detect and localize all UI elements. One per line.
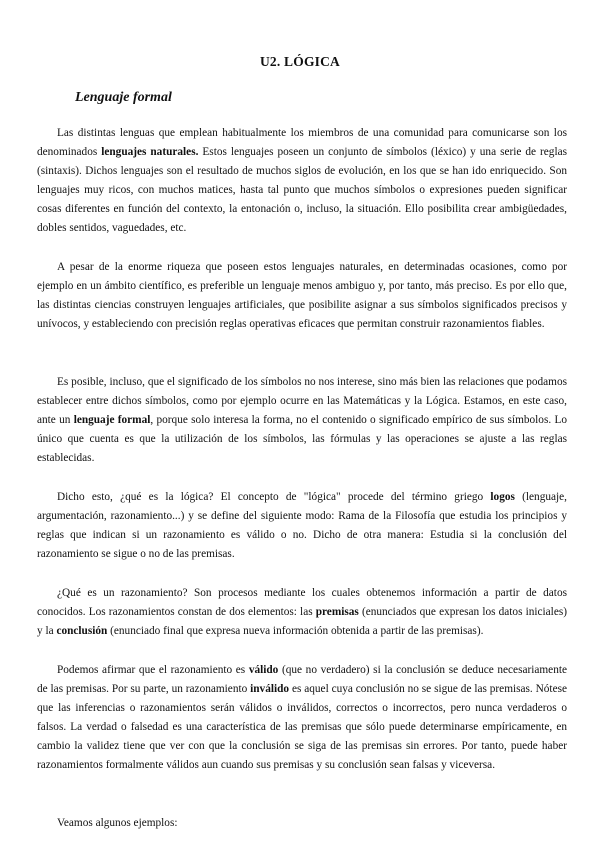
- bold-term-premisas: premisas: [315, 606, 359, 618]
- paragraph-validez: [37, 661, 567, 775]
- text-run: (enunciado final que expresa nueva información obtenida a partir de las premisas).: [107, 625, 484, 637]
- text-run: Podemos afirmar que el razonamiento es: [57, 664, 249, 676]
- page-title: U2. LÓGICA: [259, 54, 340, 69]
- text-run: , porque solo interesa la forma, no el contenido o significado empírico de sus símbolos. Lo único que cuenta es que la utilización de los símbolos, las fórmulas y las operaciones se ajuste a las reglas establecidas.: [37, 414, 567, 464]
- bold-term-valido: válido: [248, 664, 279, 676]
- text-run: A pesar de la enorme riqueza que poseen estos lenguajes naturales, en determinadas ocasiones, como por ejemplo en un ámbito científico, es preferible un lenguaje menos ambiguo y, por tanto, más preciso. Es por ello que, las distintas ciencias construyen lenguajes artificiales, que posibilite asignar a sus símbolos significados precisos y unívocos, y estableciendo con precisión reglas operativas eficaces que permitan construir razonamientos fiables.: [37, 261, 567, 330]
- paragraph-lenguaje-formal: [37, 373, 567, 468]
- text-run: (lenguaje, argumentación, razonamiento...) y se define del siguiente modo: Rama de la Filosofía que estudia los principios y reglas que indican si un razonamiento es válido o no. Dicho de otra manera: Estudia si la conclusión del razonamiento se sigue o no de las premisas.: [37, 491, 567, 560]
- bold-term-lenguaje-formal: lenguaje formal: [73, 414, 151, 426]
- text-run: Es posible, incluso, que el significado de los símbolos no nos interese, sino más bien las relaciones que podamos establecer entre dichos símbolos, como por ejemplo ocurre en las Matemáticas y la Lógica. Estamos, en este caso, ante un: [37, 376, 567, 426]
- paragraph-ejemplos: [37, 814, 567, 833]
- section-heading: Lenguaje formal: [75, 90, 172, 105]
- text-run: (que no verdadero) si la conclusión se deduce necesariamente de las premisas. Por su parte, un razonamiento: [37, 664, 567, 695]
- text-run: es aquel cuya conclusión no se sigue de las premisas. Nótese que las inferencias o razonamientos serán válidos o inválidos, correctos o incorrectos, pero nunca verdaderos o falsos. La verdad o falsedad es una característica de las premisas que sólo puede determinarse empíricamente, en cambio la validez tiene que ver con que la conclusión se siga de las premisas sin errores. Por tanto, puede haber razonamientos formalmente válidos aun cuando sus premisas y su conclusión sean falsas y viceversa.: [37, 683, 568, 771]
- text-run: Estos lenguajes poseen un conjunto de símbolos (léxico) y una serie de reglas (sintaxis). Dichos lenguajes son el resultado de muchos siglos de evolución, en los que se han ido enriquecido. Son lenguajes muy ricos, con muchos matices, hasta tal punto que muchos símbolos o expresiones pueden significar cosas diferentes en función del contexto, la entonación o, incluso, la situación. Ello posibilita crear ambigüedades, dobles sentidos, vaguedades, etc.: [37, 146, 567, 234]
- paragraph-razonamiento: [37, 584, 567, 641]
- text-run: (enunciados que expresan los datos iniciales) y la: [37, 606, 567, 637]
- text-run: Dicho esto, ¿qué es la lógica? El concepto de "lógica" procede del término griego: [57, 491, 491, 503]
- bold-term-invalido: inválido: [250, 683, 290, 695]
- text-run: Veamos algunos ejemplos:: [57, 817, 178, 829]
- bold-term-logos: logos: [490, 491, 515, 503]
- bold-term-lenguajes-naturales: lenguajes naturales.: [101, 146, 199, 158]
- text-run: ¿Qué es un razonamiento? Son procesos mediante los cuales obtenemos información a partir de datos conocidos. Los razonamientos constan de dos elementos: las: [37, 587, 567, 618]
- paragraph-que-es-logica: [37, 488, 567, 564]
- paragraph-lenguajes-naturales: [37, 124, 567, 238]
- text-run: Las distintas lenguas que emplean habitualmente los miembros de una comunidad para comunicarse son los denominados: [37, 127, 567, 158]
- bold-term-conclusion: conclusión: [56, 625, 108, 637]
- paragraph-lenguajes-artificiales: [37, 258, 567, 334]
